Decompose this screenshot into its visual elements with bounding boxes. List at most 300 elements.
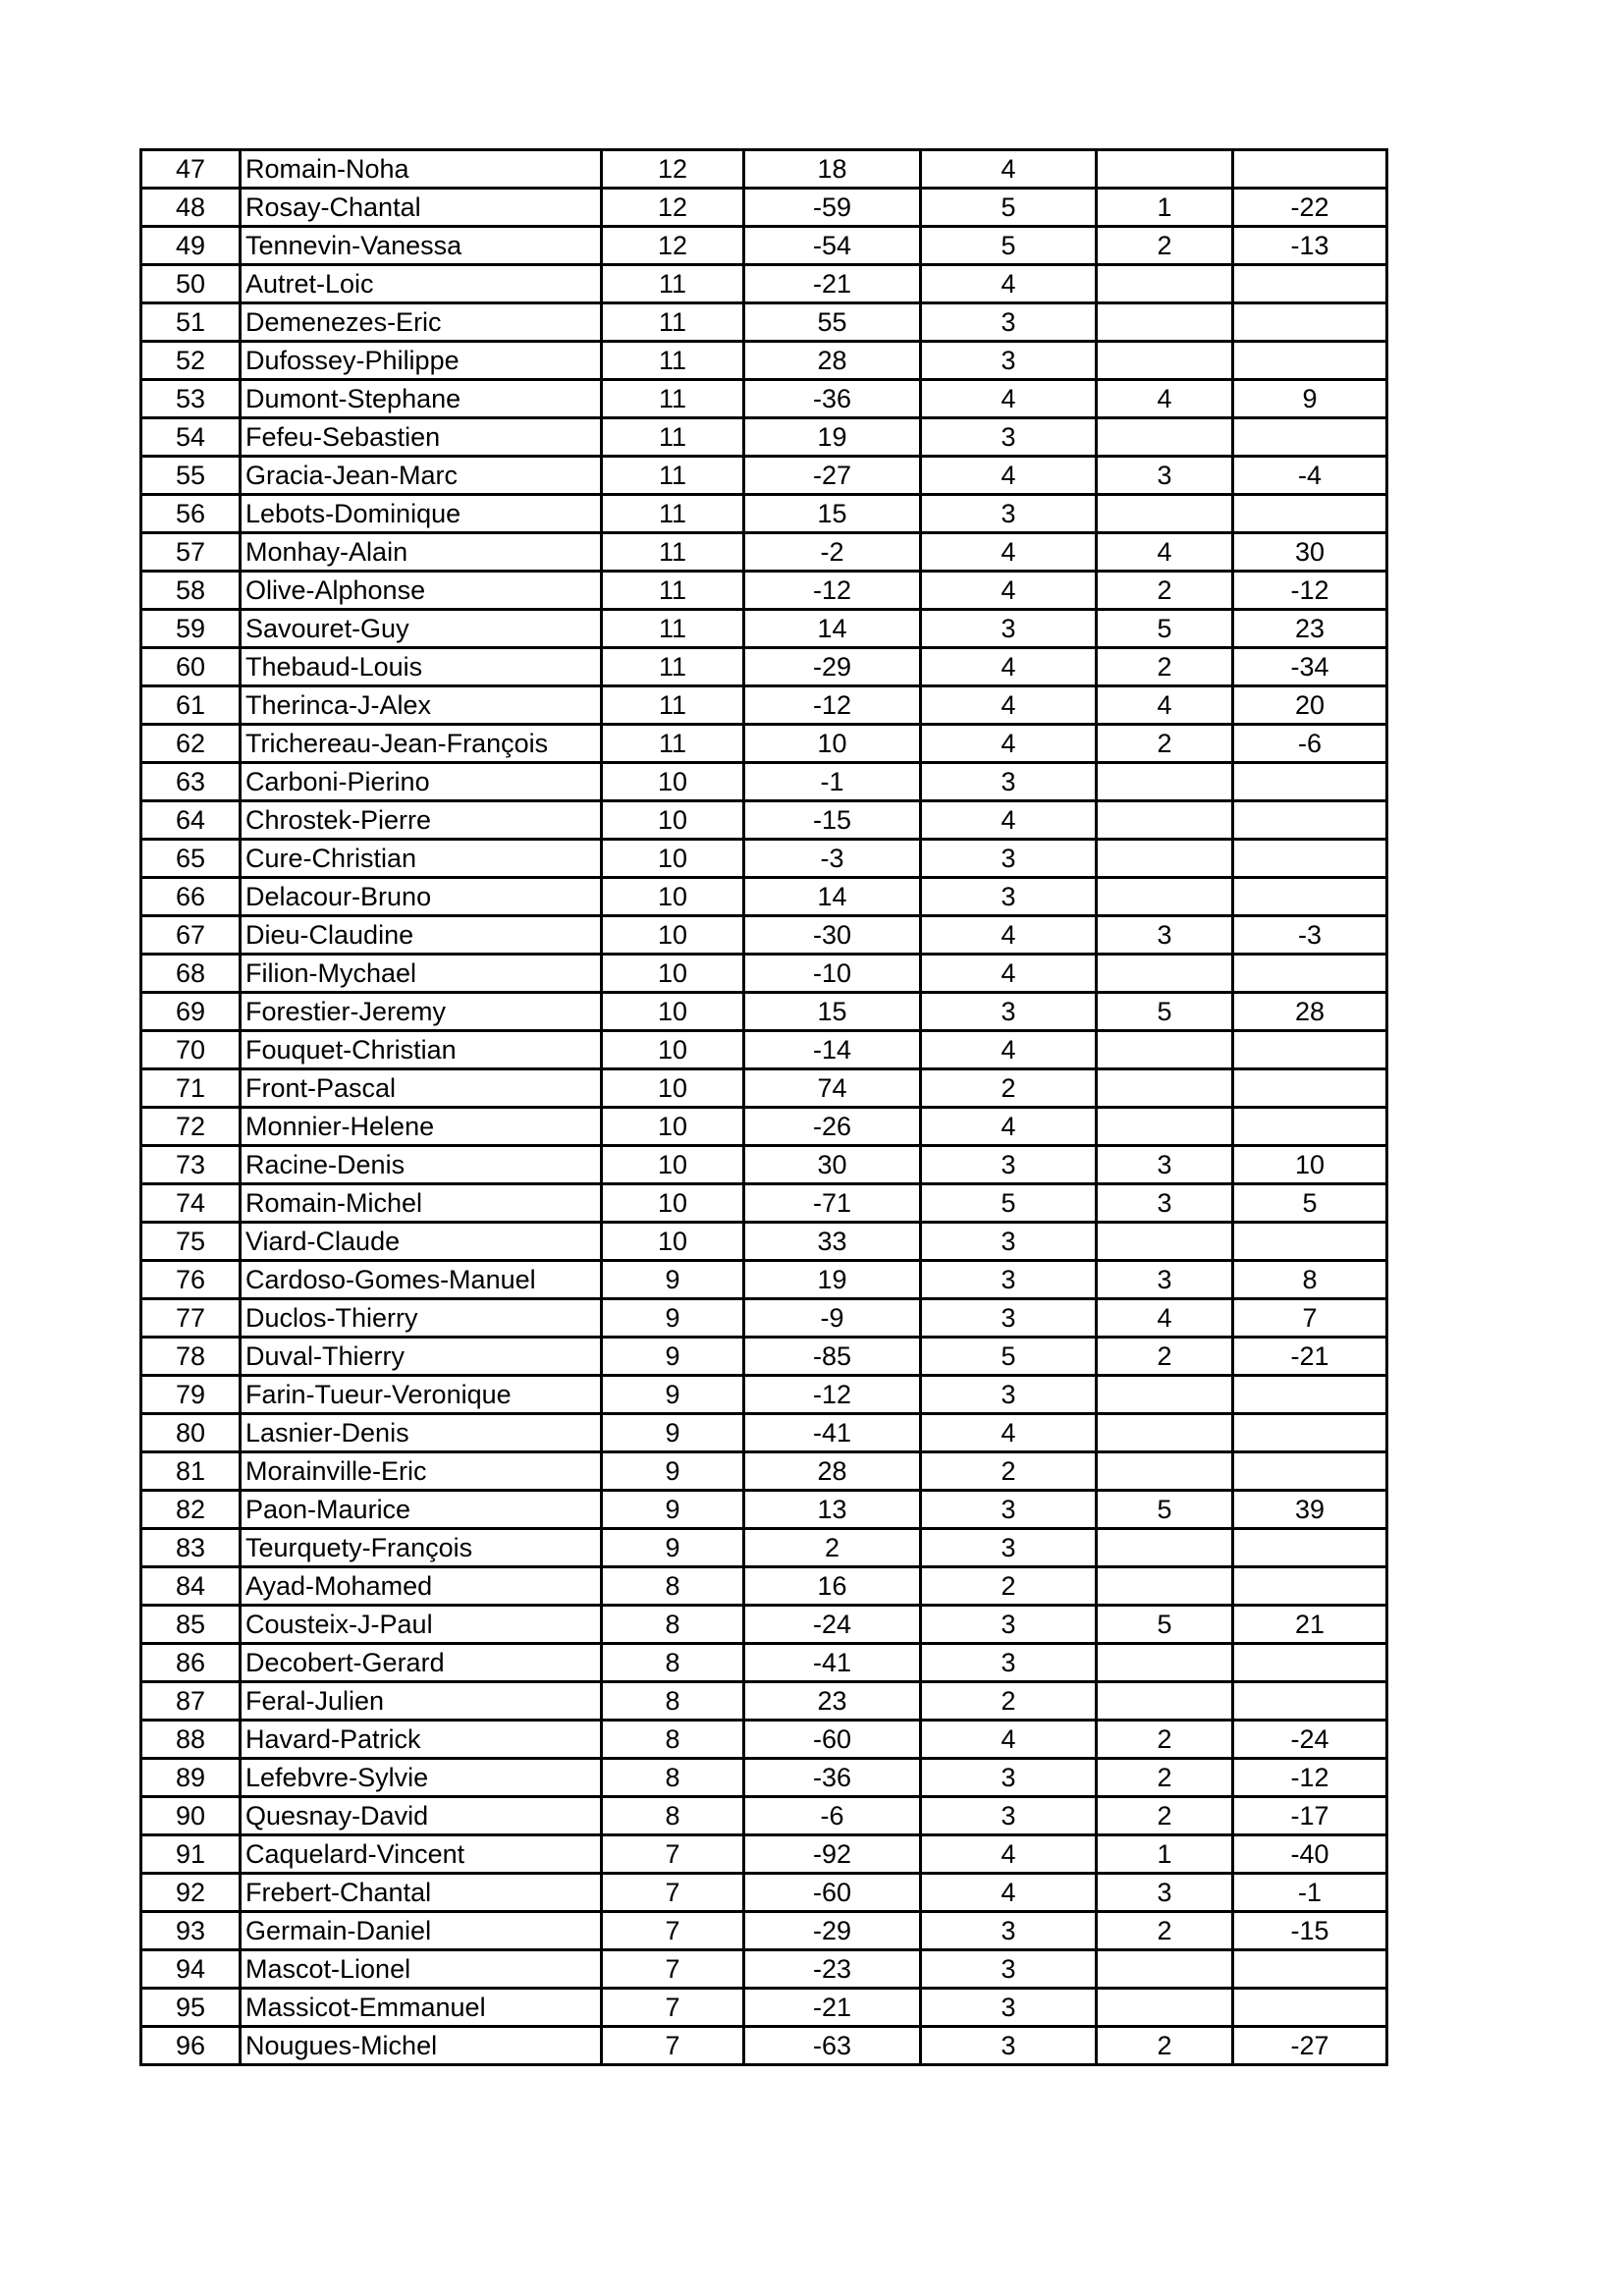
bonus-rank-cell: 2 xyxy=(1097,1797,1233,1835)
table-row xyxy=(141,1529,1387,1567)
games-cell: 3 xyxy=(921,1797,1097,1835)
bonus-diff-cell xyxy=(1233,1950,1387,1989)
points-cell: 9 xyxy=(602,1491,744,1529)
table-row xyxy=(141,993,1387,1031)
points-cell: 11 xyxy=(602,418,744,457)
bonus-diff-cell xyxy=(1233,495,1387,533)
table-row xyxy=(141,1950,1387,1989)
points-cell: 10 xyxy=(602,840,744,878)
rank-cell: 65 xyxy=(141,840,241,878)
table-row xyxy=(141,1338,1387,1376)
name-cell: Feral-Julien xyxy=(241,1682,602,1721)
goal-diff-cell: -71 xyxy=(744,1184,921,1223)
name-cell: Teurquety-François xyxy=(241,1529,602,1567)
bonus-diff-cell: -21 xyxy=(1233,1338,1387,1376)
games-cell: 3 xyxy=(921,1299,1097,1338)
points-cell: 9 xyxy=(602,1261,744,1299)
rank-cell: 84 xyxy=(141,1567,241,1606)
games-cell: 4 xyxy=(921,533,1097,572)
points-cell: 8 xyxy=(602,1682,744,1721)
rank-cell: 64 xyxy=(141,801,241,840)
games-cell: 2 xyxy=(921,1567,1097,1606)
rank-cell: 56 xyxy=(141,495,241,533)
points-cell: 10 xyxy=(602,763,744,801)
bonus-rank-cell: 3 xyxy=(1097,1874,1233,1912)
goal-diff-cell: 74 xyxy=(744,1069,921,1108)
name-cell: Olive-Alphonse xyxy=(241,572,602,610)
rank-cell: 83 xyxy=(141,1529,241,1567)
games-cell: 3 xyxy=(921,303,1097,342)
bonus-rank-cell: 3 xyxy=(1097,1146,1233,1184)
bonus-diff-cell xyxy=(1233,1108,1387,1146)
points-cell: 11 xyxy=(602,265,744,303)
table-row xyxy=(141,916,1387,955)
points-cell: 12 xyxy=(602,189,744,227)
points-cell: 7 xyxy=(602,1989,744,2027)
table-row xyxy=(141,1261,1387,1299)
bonus-rank-cell xyxy=(1097,1682,1233,1721)
bonus-diff-cell xyxy=(1233,763,1387,801)
table-row xyxy=(141,342,1387,380)
table-row xyxy=(141,1414,1387,1452)
games-cell: 4 xyxy=(921,265,1097,303)
table-row xyxy=(141,303,1387,342)
points-cell: 9 xyxy=(602,1338,744,1376)
rank-cell: 74 xyxy=(141,1184,241,1223)
name-cell: Delacour-Bruno xyxy=(241,878,602,916)
name-cell: Morainville-Eric xyxy=(241,1452,602,1491)
goal-diff-cell: -29 xyxy=(744,1912,921,1950)
table-row xyxy=(141,1721,1387,1759)
games-cell: 5 xyxy=(921,189,1097,227)
goal-diff-cell: -24 xyxy=(744,1606,921,1644)
goal-diff-cell: 28 xyxy=(744,1452,921,1491)
bonus-rank-cell: 2 xyxy=(1097,725,1233,763)
rank-cell: 95 xyxy=(141,1989,241,2027)
table-row xyxy=(141,648,1387,686)
table-row xyxy=(141,1452,1387,1491)
results-table-body xyxy=(141,150,1387,2065)
name-cell: Ayad-Mohamed xyxy=(241,1567,602,1606)
games-cell: 5 xyxy=(921,1184,1097,1223)
bonus-rank-cell: 2 xyxy=(1097,1912,1233,1950)
games-cell: 4 xyxy=(921,1874,1097,1912)
table-row xyxy=(141,227,1387,265)
games-cell: 4 xyxy=(921,801,1097,840)
rank-cell: 58 xyxy=(141,572,241,610)
rank-cell: 66 xyxy=(141,878,241,916)
bonus-rank-cell: 2 xyxy=(1097,1759,1233,1797)
rank-cell: 75 xyxy=(141,1223,241,1261)
games-cell: 3 xyxy=(921,1261,1097,1299)
bonus-rank-cell: 1 xyxy=(1097,1835,1233,1874)
games-cell: 4 xyxy=(921,457,1097,495)
name-cell: Fefeu-Sebastien xyxy=(241,418,602,457)
games-cell: 3 xyxy=(921,1146,1097,1184)
rank-cell: 85 xyxy=(141,1606,241,1644)
goal-diff-cell: -10 xyxy=(744,955,921,993)
bonus-diff-cell: -17 xyxy=(1233,1797,1387,1835)
bonus-diff-cell: -12 xyxy=(1233,572,1387,610)
points-cell: 11 xyxy=(602,686,744,725)
bonus-rank-cell: 4 xyxy=(1097,533,1233,572)
bonus-diff-cell: 30 xyxy=(1233,533,1387,572)
bonus-rank-cell xyxy=(1097,1376,1233,1414)
goal-diff-cell: -36 xyxy=(744,1759,921,1797)
goal-diff-cell: 28 xyxy=(744,342,921,380)
bonus-diff-cell: 8 xyxy=(1233,1261,1387,1299)
table-row xyxy=(141,1874,1387,1912)
bonus-diff-cell: -34 xyxy=(1233,648,1387,686)
bonus-rank-cell: 5 xyxy=(1097,993,1233,1031)
goal-diff-cell: -60 xyxy=(744,1874,921,1912)
games-cell: 4 xyxy=(921,1835,1097,1874)
bonus-diff-cell xyxy=(1233,1452,1387,1491)
points-cell: 7 xyxy=(602,1950,744,1989)
goal-diff-cell: -26 xyxy=(744,1108,921,1146)
bonus-diff-cell xyxy=(1233,1376,1387,1414)
name-cell: Lasnier-Denis xyxy=(241,1414,602,1452)
table-row xyxy=(141,150,1387,189)
rank-cell: 49 xyxy=(141,227,241,265)
bonus-rank-cell xyxy=(1097,1223,1233,1261)
table-row xyxy=(141,840,1387,878)
goal-diff-cell: 13 xyxy=(744,1491,921,1529)
name-cell: Lefebvre-Sylvie xyxy=(241,1759,602,1797)
bonus-rank-cell xyxy=(1097,1108,1233,1146)
name-cell: Autret-Loic xyxy=(241,265,602,303)
name-cell: Paon-Maurice xyxy=(241,1491,602,1529)
rank-cell: 63 xyxy=(141,763,241,801)
rank-cell: 53 xyxy=(141,380,241,418)
games-cell: 3 xyxy=(921,610,1097,648)
name-cell: Nougues-Michel xyxy=(241,2027,602,2065)
bonus-rank-cell: 3 xyxy=(1097,1261,1233,1299)
table-row xyxy=(141,1069,1387,1108)
name-cell: Trichereau-Jean-François xyxy=(241,725,602,763)
bonus-diff-cell xyxy=(1233,801,1387,840)
name-cell: Viard-Claude xyxy=(241,1223,602,1261)
points-cell: 11 xyxy=(602,457,744,495)
table-row xyxy=(141,2027,1387,2065)
table-row xyxy=(141,495,1387,533)
bonus-diff-cell: 21 xyxy=(1233,1606,1387,1644)
points-cell: 9 xyxy=(602,1414,744,1452)
table-row xyxy=(141,686,1387,725)
table-row xyxy=(141,801,1387,840)
games-cell: 3 xyxy=(921,878,1097,916)
points-cell: 11 xyxy=(602,495,744,533)
rank-cell: 80 xyxy=(141,1414,241,1452)
points-cell: 10 xyxy=(602,1146,744,1184)
bonus-rank-cell xyxy=(1097,303,1233,342)
name-cell: Mascot-Lionel xyxy=(241,1950,602,1989)
bonus-diff-cell: -24 xyxy=(1233,1721,1387,1759)
table-row xyxy=(141,1759,1387,1797)
table-row xyxy=(141,189,1387,227)
name-cell: Decobert-Gerard xyxy=(241,1644,602,1682)
rank-cell: 90 xyxy=(141,1797,241,1835)
games-cell: 3 xyxy=(921,1644,1097,1682)
rank-cell: 79 xyxy=(141,1376,241,1414)
table-row xyxy=(141,1146,1387,1184)
points-cell: 7 xyxy=(602,1874,744,1912)
rank-cell: 68 xyxy=(141,955,241,993)
goal-diff-cell: -59 xyxy=(744,189,921,227)
table-row xyxy=(141,763,1387,801)
bonus-rank-cell xyxy=(1097,1414,1233,1452)
goal-diff-cell: 23 xyxy=(744,1682,921,1721)
bonus-diff-cell: 23 xyxy=(1233,610,1387,648)
games-cell: 3 xyxy=(921,1989,1097,2027)
table-row xyxy=(141,380,1387,418)
table-row xyxy=(141,1606,1387,1644)
rank-cell: 72 xyxy=(141,1108,241,1146)
goal-diff-cell: 15 xyxy=(744,993,921,1031)
table-row xyxy=(141,1108,1387,1146)
games-cell: 3 xyxy=(921,1491,1097,1529)
name-cell: Havard-Patrick xyxy=(241,1721,602,1759)
games-cell: 4 xyxy=(921,380,1097,418)
table-row xyxy=(141,955,1387,993)
name-cell: Cousteix-J-Paul xyxy=(241,1606,602,1644)
rank-cell: 59 xyxy=(141,610,241,648)
rank-cell: 67 xyxy=(141,916,241,955)
name-cell: Chrostek-Pierre xyxy=(241,801,602,840)
table-row xyxy=(141,572,1387,610)
games-cell: 3 xyxy=(921,1950,1097,1989)
table-row xyxy=(141,418,1387,457)
bonus-rank-cell: 2 xyxy=(1097,572,1233,610)
points-cell: 10 xyxy=(602,993,744,1031)
games-cell: 4 xyxy=(921,1108,1097,1146)
points-cell: 10 xyxy=(602,1069,744,1108)
goal-diff-cell: -27 xyxy=(744,457,921,495)
games-cell: 3 xyxy=(921,1376,1097,1414)
bonus-rank-cell xyxy=(1097,1950,1233,1989)
bonus-diff-cell: -22 xyxy=(1233,189,1387,227)
rank-cell: 94 xyxy=(141,1950,241,1989)
goal-diff-cell: -36 xyxy=(744,380,921,418)
rank-cell: 57 xyxy=(141,533,241,572)
bonus-rank-cell xyxy=(1097,1567,1233,1606)
games-cell: 4 xyxy=(921,1031,1097,1069)
name-cell: Demenezes-Eric xyxy=(241,303,602,342)
table-row xyxy=(141,1835,1387,1874)
bonus-diff-cell xyxy=(1233,303,1387,342)
table-row xyxy=(141,1682,1387,1721)
bonus-diff-cell: -13 xyxy=(1233,227,1387,265)
rank-cell: 78 xyxy=(141,1338,241,1376)
table-row xyxy=(141,725,1387,763)
games-cell: 3 xyxy=(921,495,1097,533)
results-table xyxy=(139,148,1388,2066)
bonus-diff-cell: -4 xyxy=(1233,457,1387,495)
games-cell: 3 xyxy=(921,763,1097,801)
name-cell: Caquelard-Vincent xyxy=(241,1835,602,1874)
bonus-rank-cell xyxy=(1097,495,1233,533)
bonus-rank-cell xyxy=(1097,150,1233,189)
bonus-rank-cell xyxy=(1097,1529,1233,1567)
points-cell: 10 xyxy=(602,1108,744,1146)
goal-diff-cell: 10 xyxy=(744,725,921,763)
rank-cell: 76 xyxy=(141,1261,241,1299)
name-cell: Germain-Daniel xyxy=(241,1912,602,1950)
bonus-diff-cell xyxy=(1233,1031,1387,1069)
goal-diff-cell: -30 xyxy=(744,916,921,955)
name-cell: Romain-Noha xyxy=(241,150,602,189)
name-cell: Frebert-Chantal xyxy=(241,1874,602,1912)
points-cell: 11 xyxy=(602,648,744,686)
bonus-diff-cell: 28 xyxy=(1233,993,1387,1031)
rank-cell: 93 xyxy=(141,1912,241,1950)
rank-cell: 69 xyxy=(141,993,241,1031)
goal-diff-cell: -54 xyxy=(744,227,921,265)
name-cell: Cardoso-Gomes-Manuel xyxy=(241,1261,602,1299)
bonus-diff-cell xyxy=(1233,955,1387,993)
goal-diff-cell: -12 xyxy=(744,1376,921,1414)
games-cell: 4 xyxy=(921,1721,1097,1759)
goal-diff-cell: -1 xyxy=(744,763,921,801)
games-cell: 3 xyxy=(921,2027,1097,2065)
bonus-rank-cell xyxy=(1097,265,1233,303)
points-cell: 9 xyxy=(602,1376,744,1414)
goal-diff-cell: -3 xyxy=(744,840,921,878)
rank-cell: 61 xyxy=(141,686,241,725)
rank-cell: 86 xyxy=(141,1644,241,1682)
table-row xyxy=(141,1299,1387,1338)
games-cell: 3 xyxy=(921,1223,1097,1261)
name-cell: Dufossey-Philippe xyxy=(241,342,602,380)
table-row xyxy=(141,1031,1387,1069)
rank-cell: 52 xyxy=(141,342,241,380)
goal-diff-cell: -60 xyxy=(744,1721,921,1759)
games-cell: 4 xyxy=(921,572,1097,610)
table-row xyxy=(141,1644,1387,1682)
goal-diff-cell: -63 xyxy=(744,2027,921,2065)
rank-cell: 54 xyxy=(141,418,241,457)
name-cell: Romain-Michel xyxy=(241,1184,602,1223)
rank-cell: 82 xyxy=(141,1491,241,1529)
table-row xyxy=(141,878,1387,916)
goal-diff-cell: -6 xyxy=(744,1797,921,1835)
rank-cell: 87 xyxy=(141,1682,241,1721)
bonus-rank-cell: 5 xyxy=(1097,610,1233,648)
rank-cell: 91 xyxy=(141,1835,241,1874)
bonus-rank-cell: 4 xyxy=(1097,380,1233,418)
points-cell: 11 xyxy=(602,303,744,342)
rank-cell: 48 xyxy=(141,189,241,227)
bonus-rank-cell: 3 xyxy=(1097,916,1233,955)
rank-cell: 47 xyxy=(141,150,241,189)
points-cell: 10 xyxy=(602,1223,744,1261)
goal-diff-cell: -15 xyxy=(744,801,921,840)
table-row xyxy=(141,1184,1387,1223)
goal-diff-cell: 19 xyxy=(744,1261,921,1299)
points-cell: 10 xyxy=(602,878,744,916)
games-cell: 3 xyxy=(921,1606,1097,1644)
goal-diff-cell: -41 xyxy=(744,1644,921,1682)
bonus-rank-cell: 3 xyxy=(1097,1184,1233,1223)
bonus-diff-cell: 7 xyxy=(1233,1299,1387,1338)
bonus-rank-cell xyxy=(1097,801,1233,840)
games-cell: 3 xyxy=(921,342,1097,380)
games-cell: 5 xyxy=(921,1338,1097,1376)
goal-diff-cell: -9 xyxy=(744,1299,921,1338)
name-cell: Racine-Denis xyxy=(241,1146,602,1184)
rank-cell: 51 xyxy=(141,303,241,342)
name-cell: Cure-Christian xyxy=(241,840,602,878)
games-cell: 3 xyxy=(921,1912,1097,1950)
bonus-diff-cell: 20 xyxy=(1233,686,1387,725)
games-cell: 4 xyxy=(921,150,1097,189)
goal-diff-cell: -92 xyxy=(744,1835,921,1874)
goal-diff-cell: 30 xyxy=(744,1146,921,1184)
points-cell: 8 xyxy=(602,1721,744,1759)
bonus-rank-cell: 2 xyxy=(1097,2027,1233,2065)
games-cell: 3 xyxy=(921,1529,1097,1567)
bonus-rank-cell: 5 xyxy=(1097,1491,1233,1529)
bonus-rank-cell: 5 xyxy=(1097,1606,1233,1644)
points-cell: 7 xyxy=(602,2027,744,2065)
name-cell: Monnier-Helene xyxy=(241,1108,602,1146)
games-cell: 4 xyxy=(921,686,1097,725)
bonus-diff-cell: -3 xyxy=(1233,916,1387,955)
table-row xyxy=(141,1491,1387,1529)
name-cell: Dieu-Claudine xyxy=(241,916,602,955)
rank-cell: 71 xyxy=(141,1069,241,1108)
points-cell: 11 xyxy=(602,342,744,380)
bonus-diff-cell: 9 xyxy=(1233,380,1387,418)
games-cell: 4 xyxy=(921,725,1097,763)
bonus-diff-cell: -12 xyxy=(1233,1759,1387,1797)
table-row xyxy=(141,1376,1387,1414)
games-cell: 2 xyxy=(921,1452,1097,1491)
goal-diff-cell: -41 xyxy=(744,1414,921,1452)
table-row xyxy=(141,1912,1387,1950)
bonus-diff-cell: 39 xyxy=(1233,1491,1387,1529)
name-cell: Savouret-Guy xyxy=(241,610,602,648)
points-cell: 9 xyxy=(602,1299,744,1338)
goal-diff-cell: 33 xyxy=(744,1223,921,1261)
name-cell: Therinca-J-Alex xyxy=(241,686,602,725)
points-cell: 8 xyxy=(602,1606,744,1644)
bonus-diff-cell: -6 xyxy=(1233,725,1387,763)
rank-cell: 89 xyxy=(141,1759,241,1797)
bonus-rank-cell xyxy=(1097,1069,1233,1108)
goal-diff-cell: -85 xyxy=(744,1338,921,1376)
bonus-diff-cell xyxy=(1233,1682,1387,1721)
rank-cell: 88 xyxy=(141,1721,241,1759)
name-cell: Monhay-Alain xyxy=(241,533,602,572)
goal-diff-cell: -2 xyxy=(744,533,921,572)
points-cell: 8 xyxy=(602,1644,744,1682)
games-cell: 4 xyxy=(921,1414,1097,1452)
bonus-diff-cell: 10 xyxy=(1233,1146,1387,1184)
points-cell: 9 xyxy=(602,1452,744,1491)
bonus-diff-cell xyxy=(1233,1644,1387,1682)
bonus-rank-cell: 2 xyxy=(1097,648,1233,686)
bonus-diff-cell: -15 xyxy=(1233,1912,1387,1950)
rank-cell: 62 xyxy=(141,725,241,763)
goal-diff-cell: -12 xyxy=(744,572,921,610)
goal-diff-cell: 19 xyxy=(744,418,921,457)
points-cell: 10 xyxy=(602,916,744,955)
bonus-rank-cell xyxy=(1097,1031,1233,1069)
points-cell: 8 xyxy=(602,1797,744,1835)
points-cell: 10 xyxy=(602,1184,744,1223)
name-cell: Fouquet-Christian xyxy=(241,1031,602,1069)
